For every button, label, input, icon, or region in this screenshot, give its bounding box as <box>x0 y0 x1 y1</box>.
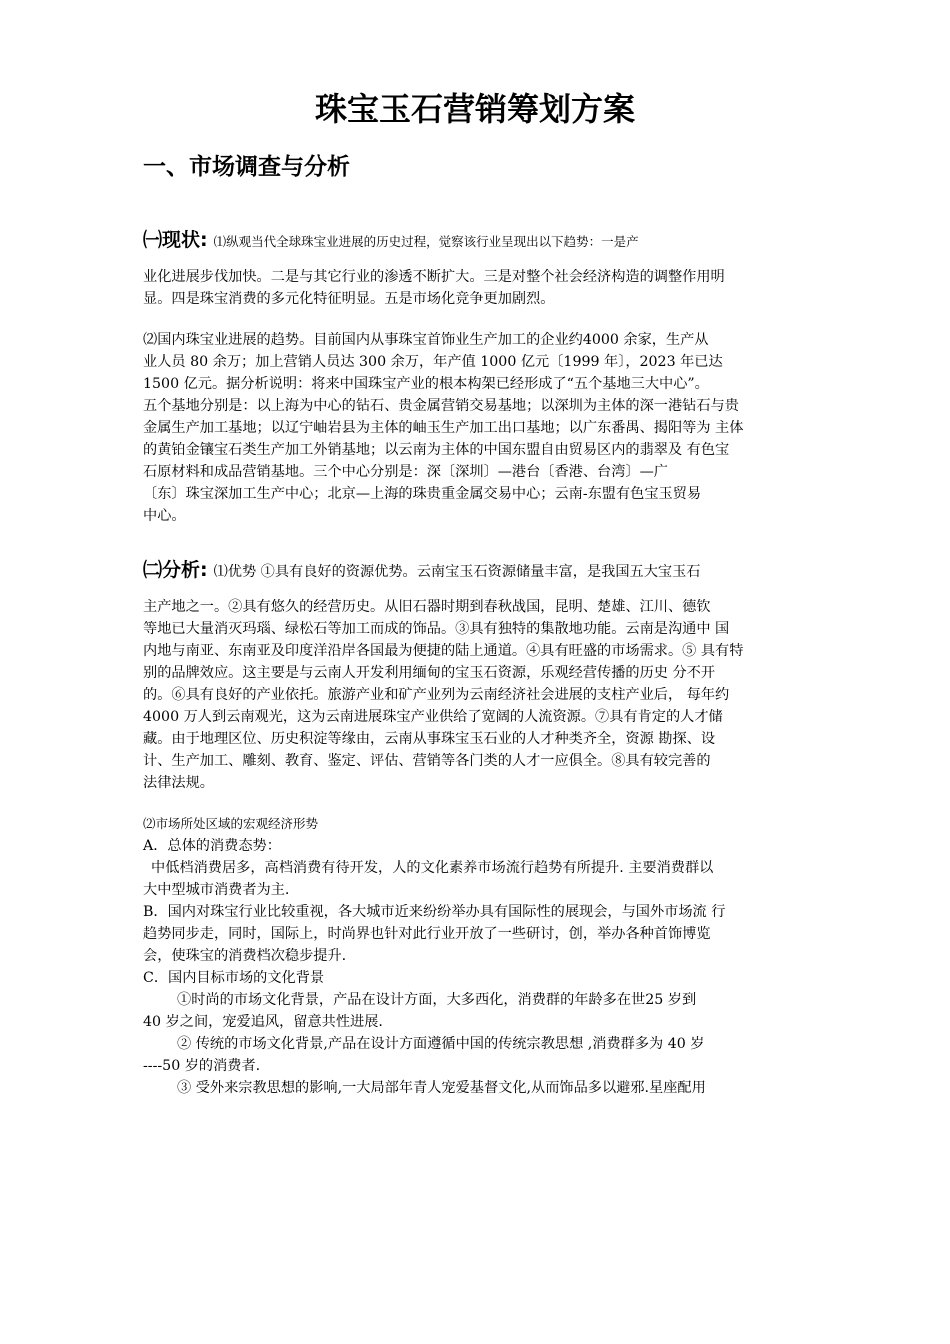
text-line: ⑴纵观当代全球珠宝业进展的历史过程，觉察该行业呈现出以下趋势：一是产 <box>213 234 639 249</box>
text-line: ⑵国内珠宝业进展的趋势。目前国内从事珠宝首饰业生产加工的企业约4000 余家，生产从 <box>143 332 709 348</box>
text-line: ② 传统的市场文化背景,产品在设计方面遵循中国的传统宗教思想 ,消费群多为 40 岁 <box>177 1036 705 1052</box>
text-line: 法律法规。 <box>143 775 214 791</box>
text-line: 4000 万人到云南观光，这为云南进展珠宝产业供给了宽阔的人流资源。⑦具有肯定的人才储 <box>143 709 723 725</box>
text-line: 石原材料和成品营销基地。三个中心分别是：深〔深圳〕—港台〔香港、台湾〕—广 <box>143 464 668 480</box>
analysis-paragraph-2 <box>143 813 823 1099</box>
analysis-heading: ㈡分析: <box>143 559 208 581</box>
text-line: 会，使珠宝的消费档次稳步提升. <box>143 948 347 964</box>
text-line: ----50 岁的消费者. <box>143 1058 261 1074</box>
text-line: 〔东〕珠宝深加工生产中心；北京—上海的珠贵重金属交易中心；云南-东盟有色宝玉贸易 <box>143 486 702 502</box>
text-line: A．总体的消费态势： <box>143 838 281 854</box>
text-line: B．国内对珠宝行业比较重视，各大城市近来纷纷举办具有国际性的展现会，与国外市场流 行 <box>143 904 726 920</box>
text-line: 的。⑥具有良好的产业依托。旅游产业和矿产业列为云南经济社会进展的支柱产业后， 每年约 <box>143 687 730 703</box>
text-line: 中心。 <box>143 508 186 524</box>
text-line: 计、生产加工、雕刻、教育、鉴定、评估、营销等各门类的人才一应俱全。⑧具有较完善的 <box>143 753 711 769</box>
text-line: 业化进展步伐加快。二是与其它行业的渗透不断扩大。三是对整个社会经济构造的调整作用明 <box>143 269 725 285</box>
text-line: 40 岁之间，宠爱追风，留意共性进展. <box>143 1014 383 1030</box>
analysis-paragraph-1 <box>143 552 823 794</box>
document-title: 珠宝玉石营销筹划方案 <box>314 90 635 128</box>
text-line: 显。四是珠宝消费的多元化特征明显。五是市场化竞争更加剧烈。 <box>143 291 555 307</box>
text-line: 主产地之一。②具有悠久的经营历史。从旧石器时期到春秋战国，昆明、楚雄、江川、德钦 <box>143 599 711 615</box>
status-first-line <box>143 222 823 260</box>
text-line: 1500 亿元。据分析说明：将来中国珠宝产业的根本构架已经形成了“五个基地三大中心”。 <box>143 376 709 392</box>
text-line: 五个基地分别是：以上海为中心的钻石、贵金属营销交易基地；以深圳为主体的深一港钻石与贵 <box>143 398 739 414</box>
text-line: 中低档消费居多，高档消费有待开发，人的文化素养市场流行趋势有所提升. 主要消费群以 <box>151 860 714 876</box>
text-line: C．国内目标市场的文化背景 <box>143 970 325 986</box>
analysis-first-line <box>143 552 823 590</box>
section-heading-market-analysis: 一、市场调查与分析 <box>143 154 350 180</box>
text-line: 大中型城市消费者为主. <box>143 882 290 898</box>
text-line: 藏。由于地理区位、历史积淀等缘由，云南从事珠宝玉石业的人才种类齐全，资源 勘探、设 <box>143 731 716 747</box>
text-line: ⑴优势 ①具有良好的资源优势。云南宝玉石资源储量丰富，是我国五大宝玉石 <box>213 564 701 580</box>
text-line: 的黄铂金镶宝石类生产加工外销基地；以云南为主体的中国东盟自由贸易区内的翡翠及 有色宝 <box>143 442 730 458</box>
status-paragraph-2 <box>143 329 823 527</box>
text-line: ⑵市场所处区域的宏观经济形势 <box>143 816 319 831</box>
text-line: 等地已大量消灭玛瑙、绿松石等加工而成的饰品。③具有独特的集散地功能。云南是沟通中 国 <box>143 621 730 637</box>
text-line: 金属生产加工基地；以辽宁岫岩县为主体的岫玉生产加工出口基地；以广东番禺、揭阳等为 主体 <box>143 420 744 436</box>
text-line: ①时尚的市场文化背景，产品在设计方面，大多西化，消费群的年龄多在世25 岁到 <box>177 992 697 1008</box>
text-line: ③ 受外来宗教思想的影响,一大局部年青人宠爱基督文化,从而饰品多以避邪.星座配用 <box>177 1080 706 1096</box>
status-paragraph-1 <box>143 222 823 310</box>
status-heading: ㈠现状: <box>143 229 208 251</box>
text-line: 别的品牌效应。这主要是与云南人开发利用缅甸的宝玉石资源，乐观经营传播的历史 分不开 <box>143 665 716 681</box>
text-line: 内地与南亚、东南亚及印度洋沿岸各国最为便捷的陆上通道。④具有旺盛的市场需求。⑤ 具有特 <box>143 643 744 659</box>
text-line: 业人员 80 余万；加上营销人员达 300 余万，年产值 1000 亿元〔1999 年〕，2023 年已达 <box>143 354 723 370</box>
text-line: 趋势同步走，同时，国际上，时尚界也针对此行业开放了一些研讨，创，举办各种首饰博览 <box>143 926 711 942</box>
